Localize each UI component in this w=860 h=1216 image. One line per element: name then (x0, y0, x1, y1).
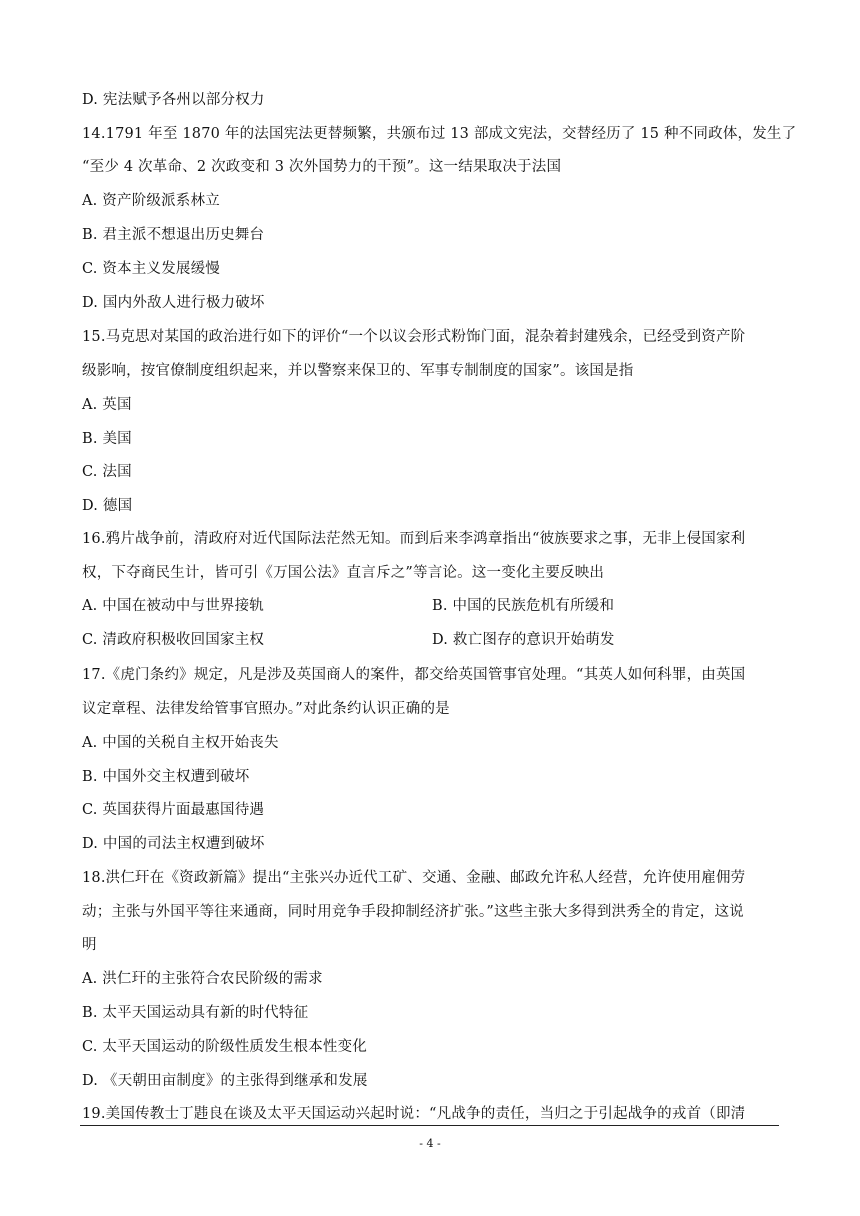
q18-option-c: C. 太平天国运动的阶级性质发生根本性变化 (82, 1039, 367, 1055)
page-number: - 4 - (419, 1137, 441, 1150)
q15-option-c: C. 法国 (82, 464, 132, 480)
q16-option-b: B. 中国的民族危机有所缓和 (432, 598, 615, 614)
q14-stem-2: “至少 4 次革命、2 次政变和 3 次外国势力的干预”。这一结果取决于法国 (82, 159, 562, 175)
q14-option-d: D. 国内外敌人进行极力破坏 (82, 295, 265, 311)
q16-option-a: A. 中国在被动中与世界接轨 (82, 598, 264, 614)
q15-stem-2: 级影响，按官僚制度组织起来，并以警察来保卫的、军事专制制度的国家”。该国是指 (82, 363, 634, 379)
q18-option-d: D. 《天朝田亩制度》的主张得到继承和发展 (82, 1073, 368, 1089)
q15-option-d: D. 德国 (82, 498, 133, 514)
q18-stem-2: 动；主张与外国平等往来通商，同时用竞争手段抑制经济扩张。”这些主张大多得到洪秀全的肯定，这说 (82, 904, 744, 920)
q16-stem-1: 16.鸦片战争前，清政府对近代国际法茫然无知。而到后来李鸿章指出“彼族要求之事，无非上侵国家利 (82, 531, 746, 547)
q17-option-c: C. 英国获得片面最惠国待遇 (82, 802, 265, 818)
q17-option-b: B. 中国外交主权遭到破坏 (82, 769, 250, 785)
q15-option-b: B. 美国 (82, 431, 132, 447)
q15-stem-1: 15.马克思对某国的政治进行如下的评价“一个以议会形式粉饰门面，混杂着封建残余，已经受到资产阶 (82, 329, 746, 345)
q14-option-b: B. 君主派不想退出历史舞台 (82, 227, 265, 243)
footer-divider (80, 1125, 779, 1126)
q14-option-c: C. 资本主义发展缓慢 (82, 261, 220, 277)
q16-option-c: C. 清政府积极收回国家主权 (82, 632, 265, 648)
q14-option-a: A. 资产阶级派系林立 (82, 193, 220, 209)
q16-stem-2: 权，下夺商民生计，皆可引《万国公法》直言斥之”等言论。这一变化主要反映出 (82, 565, 605, 581)
q18-stem-1: 18.洪仁玕在《资政新篇》提出“主张兴办近代工矿、交通、金融、邮政允许私人经营，允许使用雇佣劳 (82, 870, 746, 886)
q17-stem-1: 17.《虎门条约》规定，凡是涉及英国商人的案件，都交给英国管事官处理。“其英人如何科罪，由英国 (82, 667, 746, 683)
q15-option-a: A. 英国 (82, 397, 132, 413)
q19-stem-1: 19.美国传教士丁韪良在谈及太平天国运动兴起时说：“凡战争的责任，当归之于引起战争的戎首（即清 (82, 1106, 746, 1122)
q18-option-b: B. 太平天国运动具有新的时代特征 (82, 1005, 309, 1021)
q17-stem-2: 议定章程、法律发给管事官照办。”对此条约认识正确的是 (82, 701, 450, 717)
q18-stem-3: 明 (82, 937, 97, 953)
q13-option-d: D. 宪法赋予各州以部分权力 (82, 92, 265, 108)
q16-option-d: D. 救亡图存的意识开始萌发 (432, 632, 615, 648)
q18-option-a: A. 洪仁玕的主张符合农民阶级的需求 (82, 971, 323, 987)
q17-option-a: A. 中国的关税自主权开始丧失 (82, 735, 279, 751)
q14-stem-1: 14.1791 年至 1870 年的法国宪法更替频繁，共颁布过 13 部成文宪法，交替经历了 15 种不同政体，发生了 (82, 126, 797, 142)
q17-option-d: D. 中国的司法主权遭到破坏 (82, 836, 265, 852)
